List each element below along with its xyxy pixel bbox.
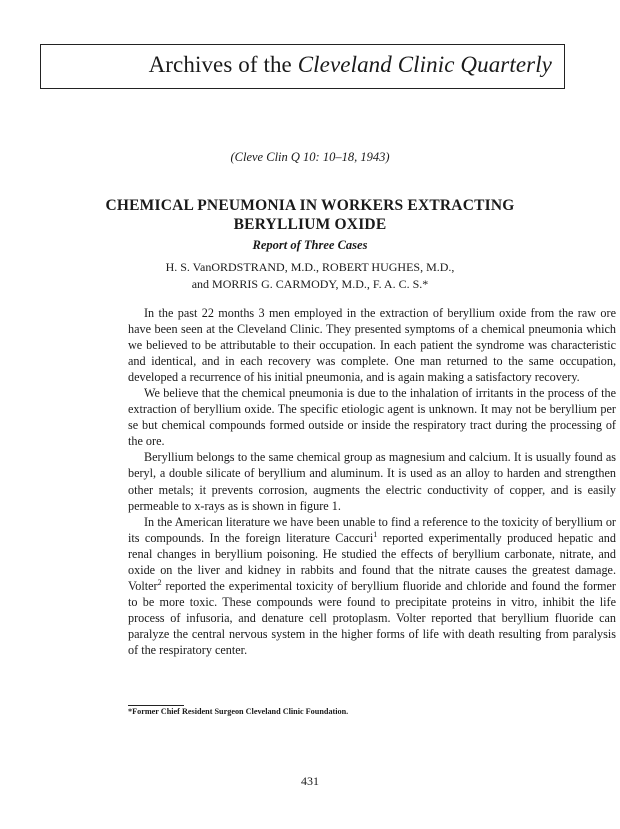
journal-title-italic: Cleveland Clinic Quarterly: [297, 52, 552, 77]
article-title-line1: CHEMICAL PNEUMONIA IN WORKERS EXTRACTING: [105, 197, 515, 214]
journal-header-box: [40, 44, 565, 89]
reference-2: 2: [157, 577, 162, 587]
footnote-divider: [128, 705, 184, 706]
journal-title-regular: Archives of the: [148, 52, 298, 77]
paragraph-4: [128, 514, 616, 658]
authors: [0, 259, 620, 293]
page-number: 431: [301, 774, 319, 788]
authors-line1: H. S. VanORDSTRAND, M.D., ROBERT HUGHES, M.D.,: [165, 260, 455, 274]
reference-1: 1: [373, 529, 378, 539]
citation: (Cleve Clin Q 10: 10–18, 1943): [230, 150, 390, 164]
journal-title: [149, 52, 552, 78]
footnote: *Former Chief Resident Surgeon Cleveland Clinic Foundation.: [128, 707, 349, 716]
article-title-line2: BERYLLIUM OXIDE: [233, 216, 387, 233]
paragraph-4-part1: In the American literature we have been unable to find a reference to the toxicity of beryllium or its compounds. In the foreign literature Caccuri: [128, 514, 616, 545]
article-subtitle: Report of Three Cases: [252, 238, 368, 252]
paragraph-1: In the past 22 months 3 men employed in the extraction of beryllium oxide from the raw ore have been seen at the Cleveland Clinic. They presented symptoms of a chemical pneumonia which we believed to be attributable to their occupation. In each patient the syndrome was characteristic and identical, and in each recovery was complete. One man returned to the same occupation, developed a recurrence of his initial pneumonia, and is again making a satisfactory recovery.: [128, 306, 616, 385]
paragraph-2: We believe that the chemical pneumonia is due to the inhalation of irritants in the process of the extraction of beryllium oxide. The specific etiologic agent is unknown. It may not be beryllium per se but chemical compounds formed outside or inside the respiratory tract during the processing of the ore.: [128, 386, 616, 449]
article-body: [128, 305, 616, 658]
article-title: [60, 196, 560, 234]
paragraph-4-part2: reported experimentally produced hepatic and renal changes in beryllium poisoning. He studied the effects of beryllium carbonate, nitrate, and oxide on the liver and kidney in rabbits and found that the nitrate causes the greatest damage. Volter: [128, 530, 616, 593]
paragraph-3: Beryllium belongs to the same chemical group as magnesium and calcium. It is usually found as beryl, a double silicate of beryllium and aluminum. It is used as an alloy to harden and strengthen other metals; it prevents corrosion, augments the electric conductivity of copper, and is easily permeable to x-rays as is shown in figure 1.: [128, 450, 616, 513]
authors-line2: and MORRIS G. CARMODY, M.D., F. A. C. S.*: [191, 277, 429, 291]
paragraph-4-part3: reported the experimental toxicity of beryllium fluoride and chloride and found the former to be more toxic. These compounds were found to precipitate proteins in vitro, inhibit the life process of infusoria, and denature cell protoplasm. Volter reported that beryllium fluoride can paralyze the central nervous system in the higher forms of life with death resulting from paralysis of the respiratory center.: [128, 578, 616, 657]
